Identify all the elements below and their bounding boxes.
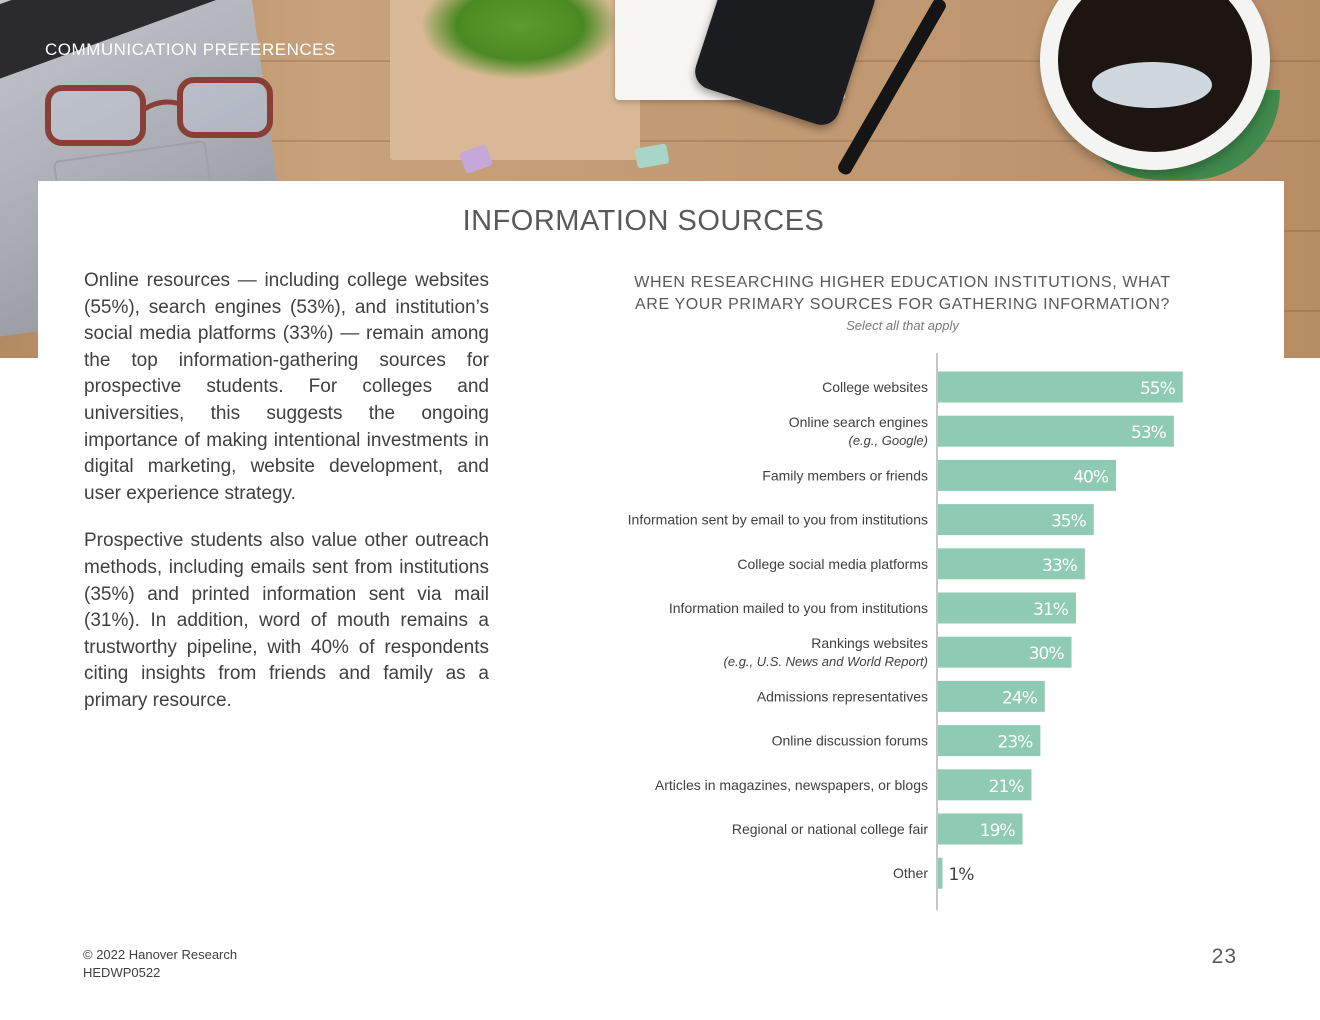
category-label: College websites bbox=[822, 379, 928, 395]
paper-clip-decoration bbox=[635, 143, 670, 168]
category-label: Admissions representatives bbox=[756, 688, 928, 705]
phone-decoration bbox=[690, 0, 879, 130]
chart-subtitle: Select all that apply bbox=[846, 318, 959, 333]
bar-chart bbox=[580, 350, 1220, 910]
data-label: 30% bbox=[1028, 644, 1064, 665]
data-label: 1% bbox=[948, 865, 974, 886]
paragraph: Online resources — including college websites (55%), search engines (53%), and institution’s social media platforms (33%) — remain among the top information-gathering sources for prospective students. For colleges and universities, this suggests the ongoing importance of making intentional investments in digital marketing, website development, and user experience strategy. bbox=[84, 270, 489, 504]
category-label: Information mailed to you from institutions bbox=[668, 600, 928, 616]
data-label: 40% bbox=[1073, 467, 1108, 488]
document-code: HEDWP0522 bbox=[83, 965, 161, 980]
category-label: Articles in magazines, newspapers, or blogs bbox=[654, 776, 928, 793]
category-label: Regional or national college fair bbox=[731, 821, 928, 837]
data-label: 35% bbox=[1050, 511, 1086, 532]
plant-decoration bbox=[420, 0, 620, 80]
chart-title: WHEN RESEARCHING HIGHER EDUCATION INSTITUTIONS, WHAT ARE YOUR PRIMARY SOURCES FOR GATHERING INFORMATION? bbox=[634, 274, 1171, 313]
category-label: Family members or friends bbox=[762, 467, 928, 484]
bar bbox=[938, 858, 942, 889]
page-number: 23 bbox=[1211, 945, 1237, 968]
category-label: Rankings websites bbox=[811, 635, 928, 652]
category-label: Online search engines bbox=[788, 414, 928, 431]
footer-copyright bbox=[83, 946, 237, 982]
data-label: 21% bbox=[988, 776, 1024, 797]
data-label: 53% bbox=[1131, 423, 1166, 444]
category-label: Online discussion forums bbox=[771, 732, 928, 749]
category-note: (e.g., Google) bbox=[848, 433, 928, 449]
data-label: 55% bbox=[1139, 379, 1175, 399]
page-title: INFORMATION SOURCES bbox=[462, 205, 825, 237]
category-label: Other bbox=[892, 865, 928, 882]
copyright-text: © 2022 Hanover Research bbox=[83, 947, 238, 962]
body-text bbox=[84, 268, 489, 736]
data-label: 33% bbox=[1042, 555, 1077, 576]
category-label: Information sent by email to you from institutions bbox=[627, 511, 928, 528]
glasses-icon bbox=[40, 70, 280, 150]
section-label: COMMUNICATION PREFERENCES bbox=[45, 40, 336, 59]
category-note: (e.g., U.S. News and World Report) bbox=[723, 654, 928, 670]
data-label: 19% bbox=[979, 821, 1015, 841]
category-label: College social media platforms bbox=[737, 555, 928, 572]
data-label: 23% bbox=[997, 732, 1033, 753]
data-label: 24% bbox=[1002, 688, 1037, 709]
data-label: 31% bbox=[1033, 600, 1068, 620]
paragraph: Prospective students also value other outreach methods, including emails sent from institutions (35%) and printed information sent via mail (31%). In addition, word of mouth remains a trustworthy pipeline, with 40% of respondents citing insights from friends and family as a primary resource. bbox=[84, 530, 489, 711]
